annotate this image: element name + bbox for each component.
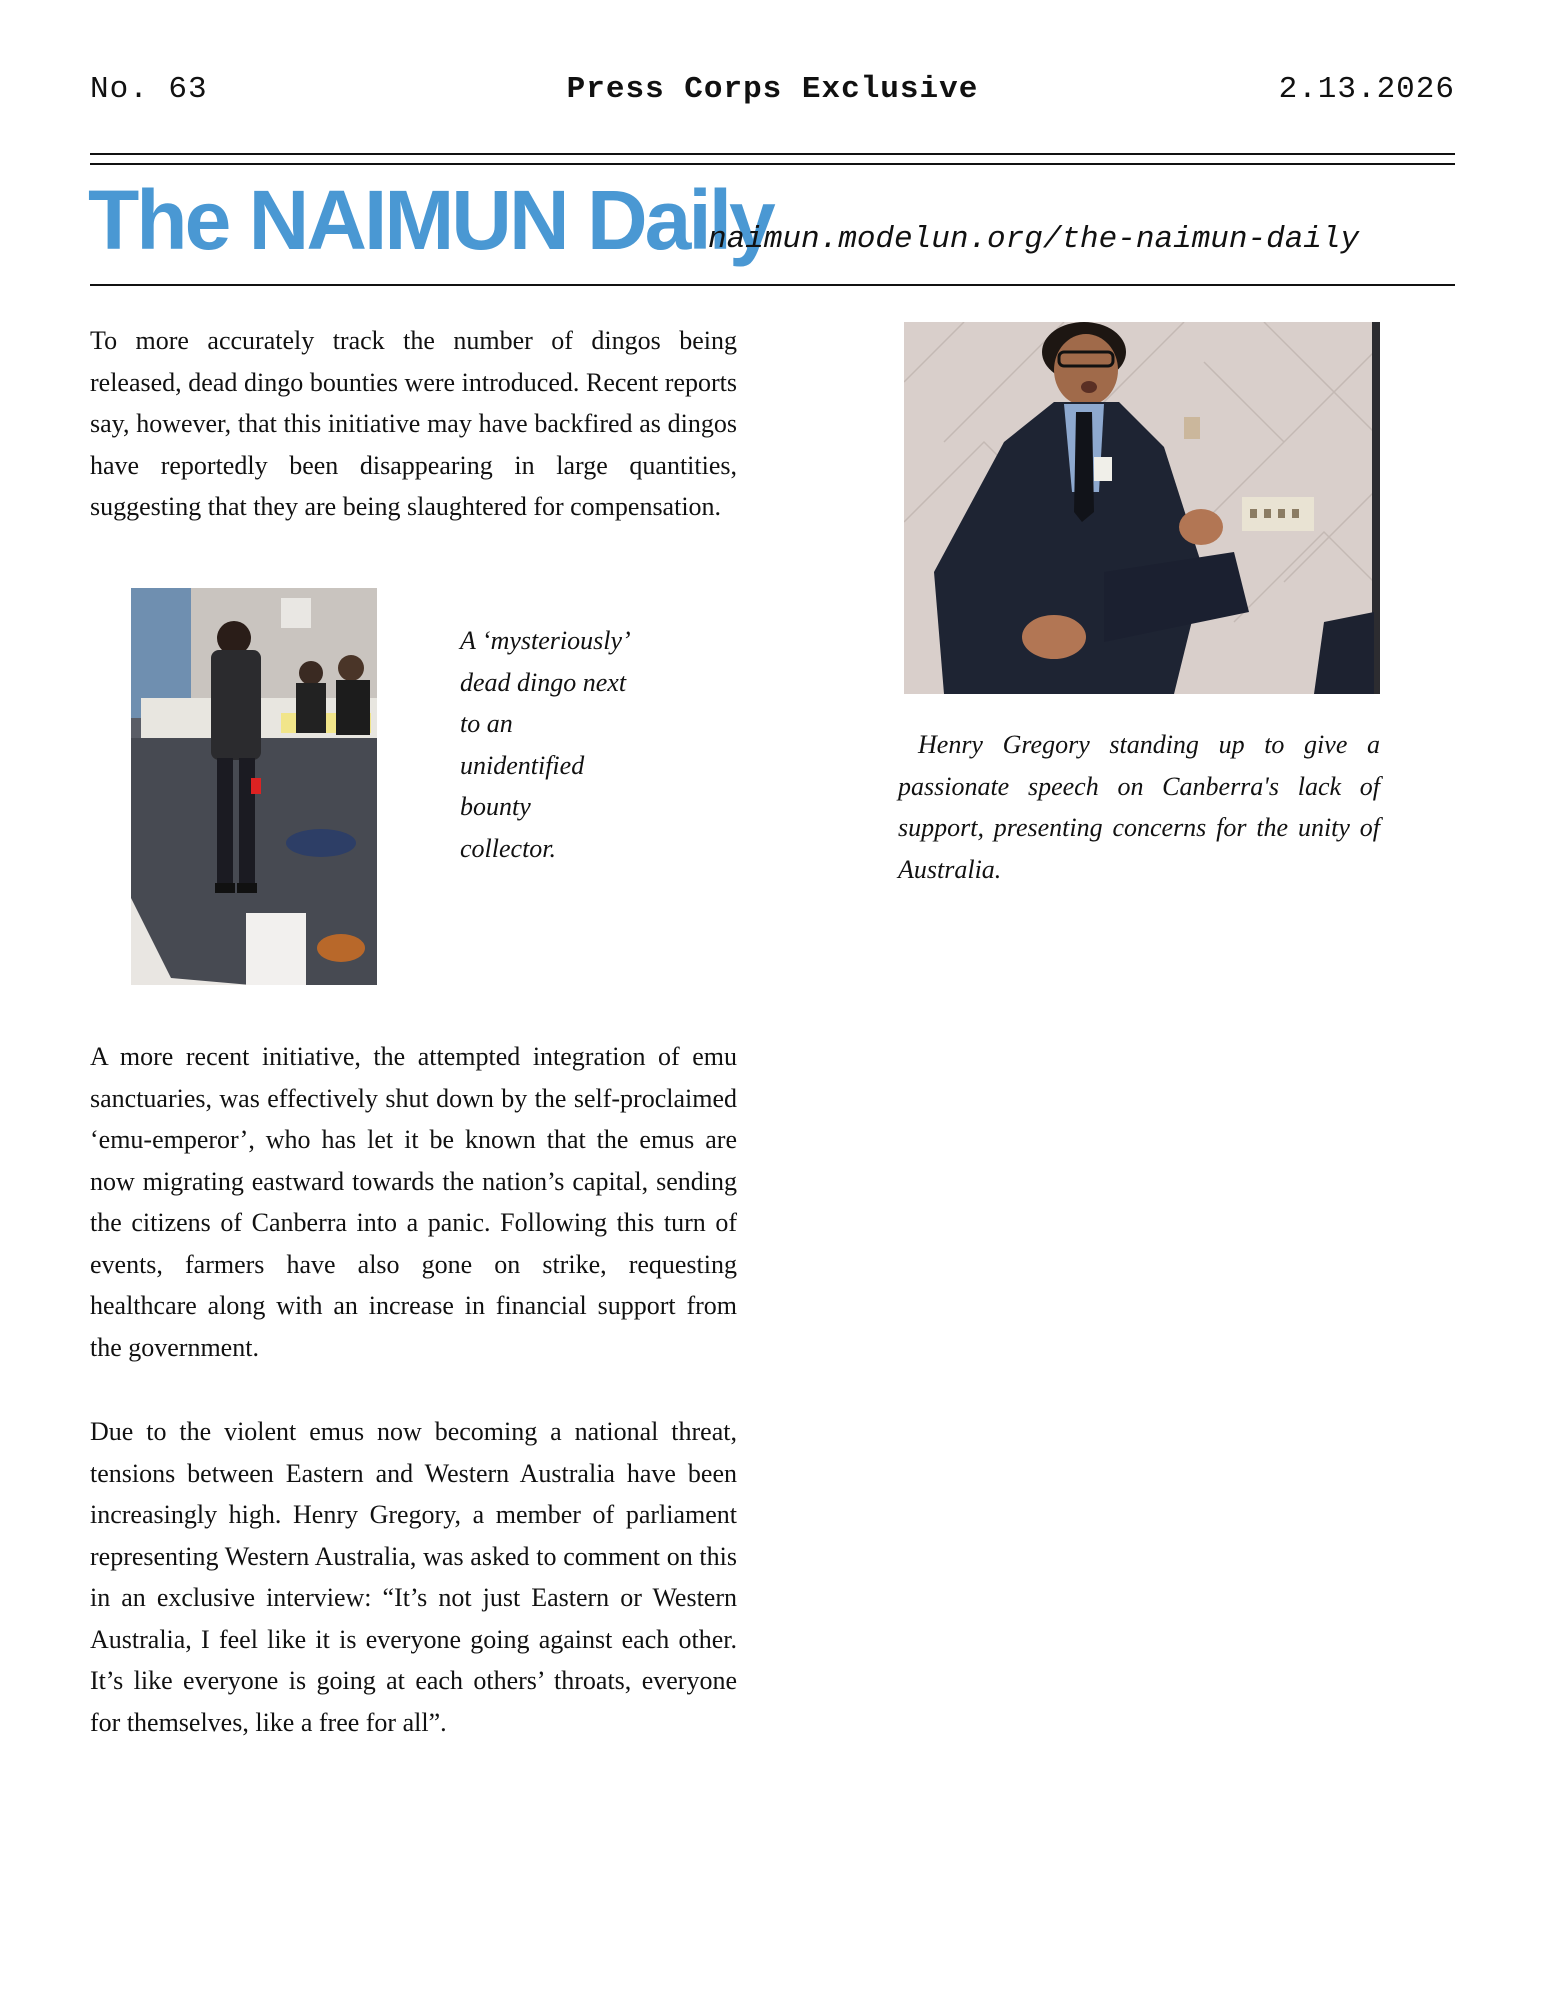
dingo-photo (131, 588, 377, 985)
issue-number: No. 63 (90, 72, 208, 107)
speaker-photo-caption: Henry Gregory standing up to give a passionate speech on Canberra's lack of support, presenting concerns for the unity of Australia. (898, 730, 1380, 884)
article-paragraph-2: A more recent initiative, the attempted integration of emu sanctuaries, was effectively shut down by the self-proclaimed ‘emu-emperor’, who has let it be known that the emus are now migrating eastward towards the nation’s capital, sending the citizens of Canberra into a panic. Following this turn of events, farmers have also gone on strike, requesting healthcare along with an increase in financial support from the government. (90, 1042, 737, 1362)
newspaper-url: naimun.modelun.org/the-naimun-daily (708, 222, 1360, 257)
top-rule-double (90, 163, 1455, 165)
article-paragraph-1: To more accurately track the number of dingos being released, dead dingo bounties were introduced. Recent reports say, however, that this initiative may have backfired as dingos have reportedly been disappearing in large quantities, suggesting that they are being slaughtered for compensation. (90, 326, 737, 521)
newspaper-title: The NAIMUN Daily (88, 173, 773, 267)
masthead-row (90, 72, 1455, 112)
top-rule (90, 153, 1455, 155)
speaker-photo (904, 322, 1380, 694)
section-label: Press Corps Exclusive (566, 72, 979, 107)
article-paragraph-3: Due to the violent emus now becoming a national threat, tensions between Eastern and Western Australia have been increasingly high. Henry Gregory, a member of parliament representing Western Australia, was asked to comment on this in an exclusive interview: “It’s not just Eastern or Western Australia, I feel like it is everyone going against each other. It’s like everyone is going at each others’ throats, everyone for themselves, like a free for all”. (90, 1417, 737, 1737)
masthead-bottom-rule (90, 284, 1455, 286)
dingo-photo-caption: A ‘mysteriously’ dead dingo next to an unidentified bounty collector. (460, 626, 628, 863)
issue-date: 2.13.2026 (1278, 72, 1455, 107)
